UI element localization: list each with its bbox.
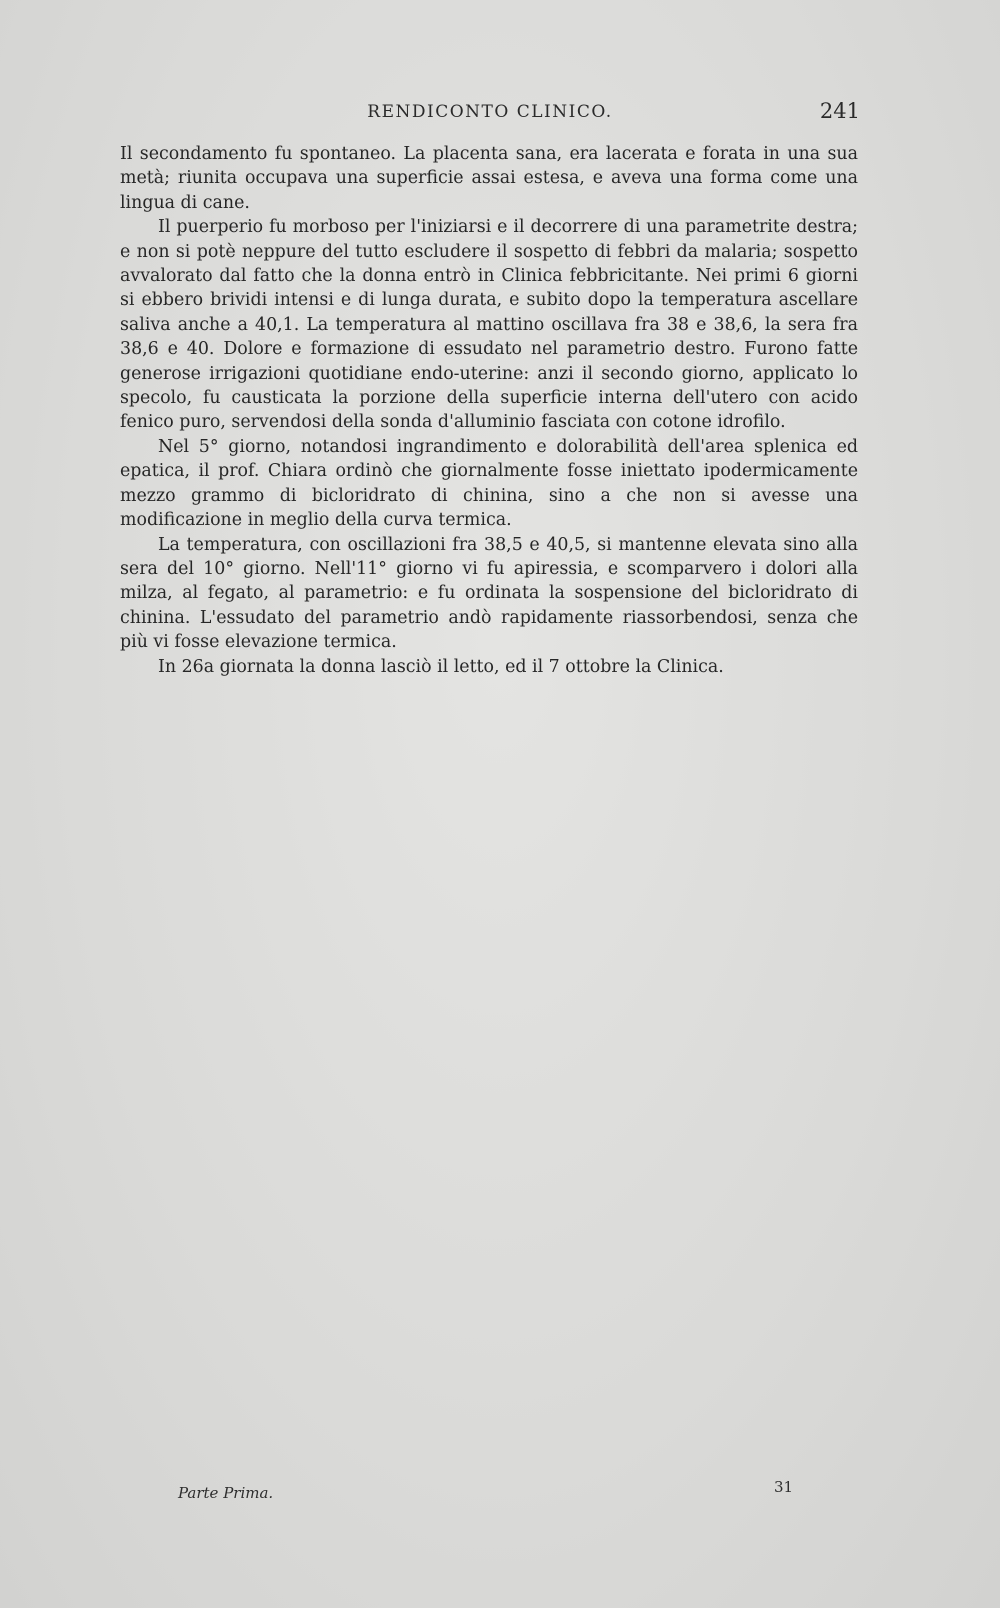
paragraph: In 26a giornata la donna lasciò il letto, ed il 7 ottobre la Clinica.	[158, 656, 724, 677]
paragraph: La temperatura, con oscillazioni fra 38,5 e 40,5, si mantenne elevata sino alla sera del 10° giorno. Nell'11° giorno vi fu apiressia, e scomparvero i dolori alla milza, al fegato, al parametrio: e fu ordinata la sospensione del bicloridrato di chinina. L'essudato del parametrio andò rapidamente riassorbendosi, senza che più vi fosse elevazione termica.	[120, 534, 858, 653]
footer-section-label: Parte Prima.	[178, 1484, 274, 1502]
running-head	[120, 99, 860, 129]
body-text	[120, 142, 858, 679]
page-number: 241	[819, 99, 860, 123]
paragraph: Nel 5° giorno, notandosi ingrandimento e dolorabilità dell'area splenica ed epatica, il prof. Chiara ordinò che giornalmente fosse iniettato ipodermicamente mezzo grammo di bicloridrato di chinina, sino a che non si avesse una modificazione in meglio della curva termica.	[120, 436, 858, 531]
paragraph: Il secondamento fu spontaneo. La placenta sana, era lacerata e forata in una sua metà; riunita occupava una superficie assai estesa, e aveva una forma come una lingua di cane.	[120, 144, 858, 213]
running-title: RENDICONTO CLINICO.	[367, 102, 613, 122]
footer-signature-number: 31	[774, 1478, 794, 1496]
paragraph: Il puerperio fu morboso per l'iniziarsi e il decorrere di una parametrite destra; e non si potè neppure del tutto escludere il sospetto di febbri da malaria; sospetto avvalorato dal fatto che la donna entrò in Clinica febbricitante. Nei primi 6 giorni si ebbero brividi intensi e di lunga durata, e subito dopo la temperatura ascellare saliva anche a 40,1. La temperatura al mattino oscillava fra 38 e 38,6, la sera fra 38,6 e 40. Dolore e formazione di essudato nel parametrio destro. Furono fatte generose irrigazioni quotidiane endo-uterine: anzi il secondo giorno, applicato lo specolo, fu causticata la porzione della superficie interna dell'utero con acido fenico puro, servendosi della sonda d'alluminio fasciata con cotone idrofilo.	[120, 217, 858, 433]
